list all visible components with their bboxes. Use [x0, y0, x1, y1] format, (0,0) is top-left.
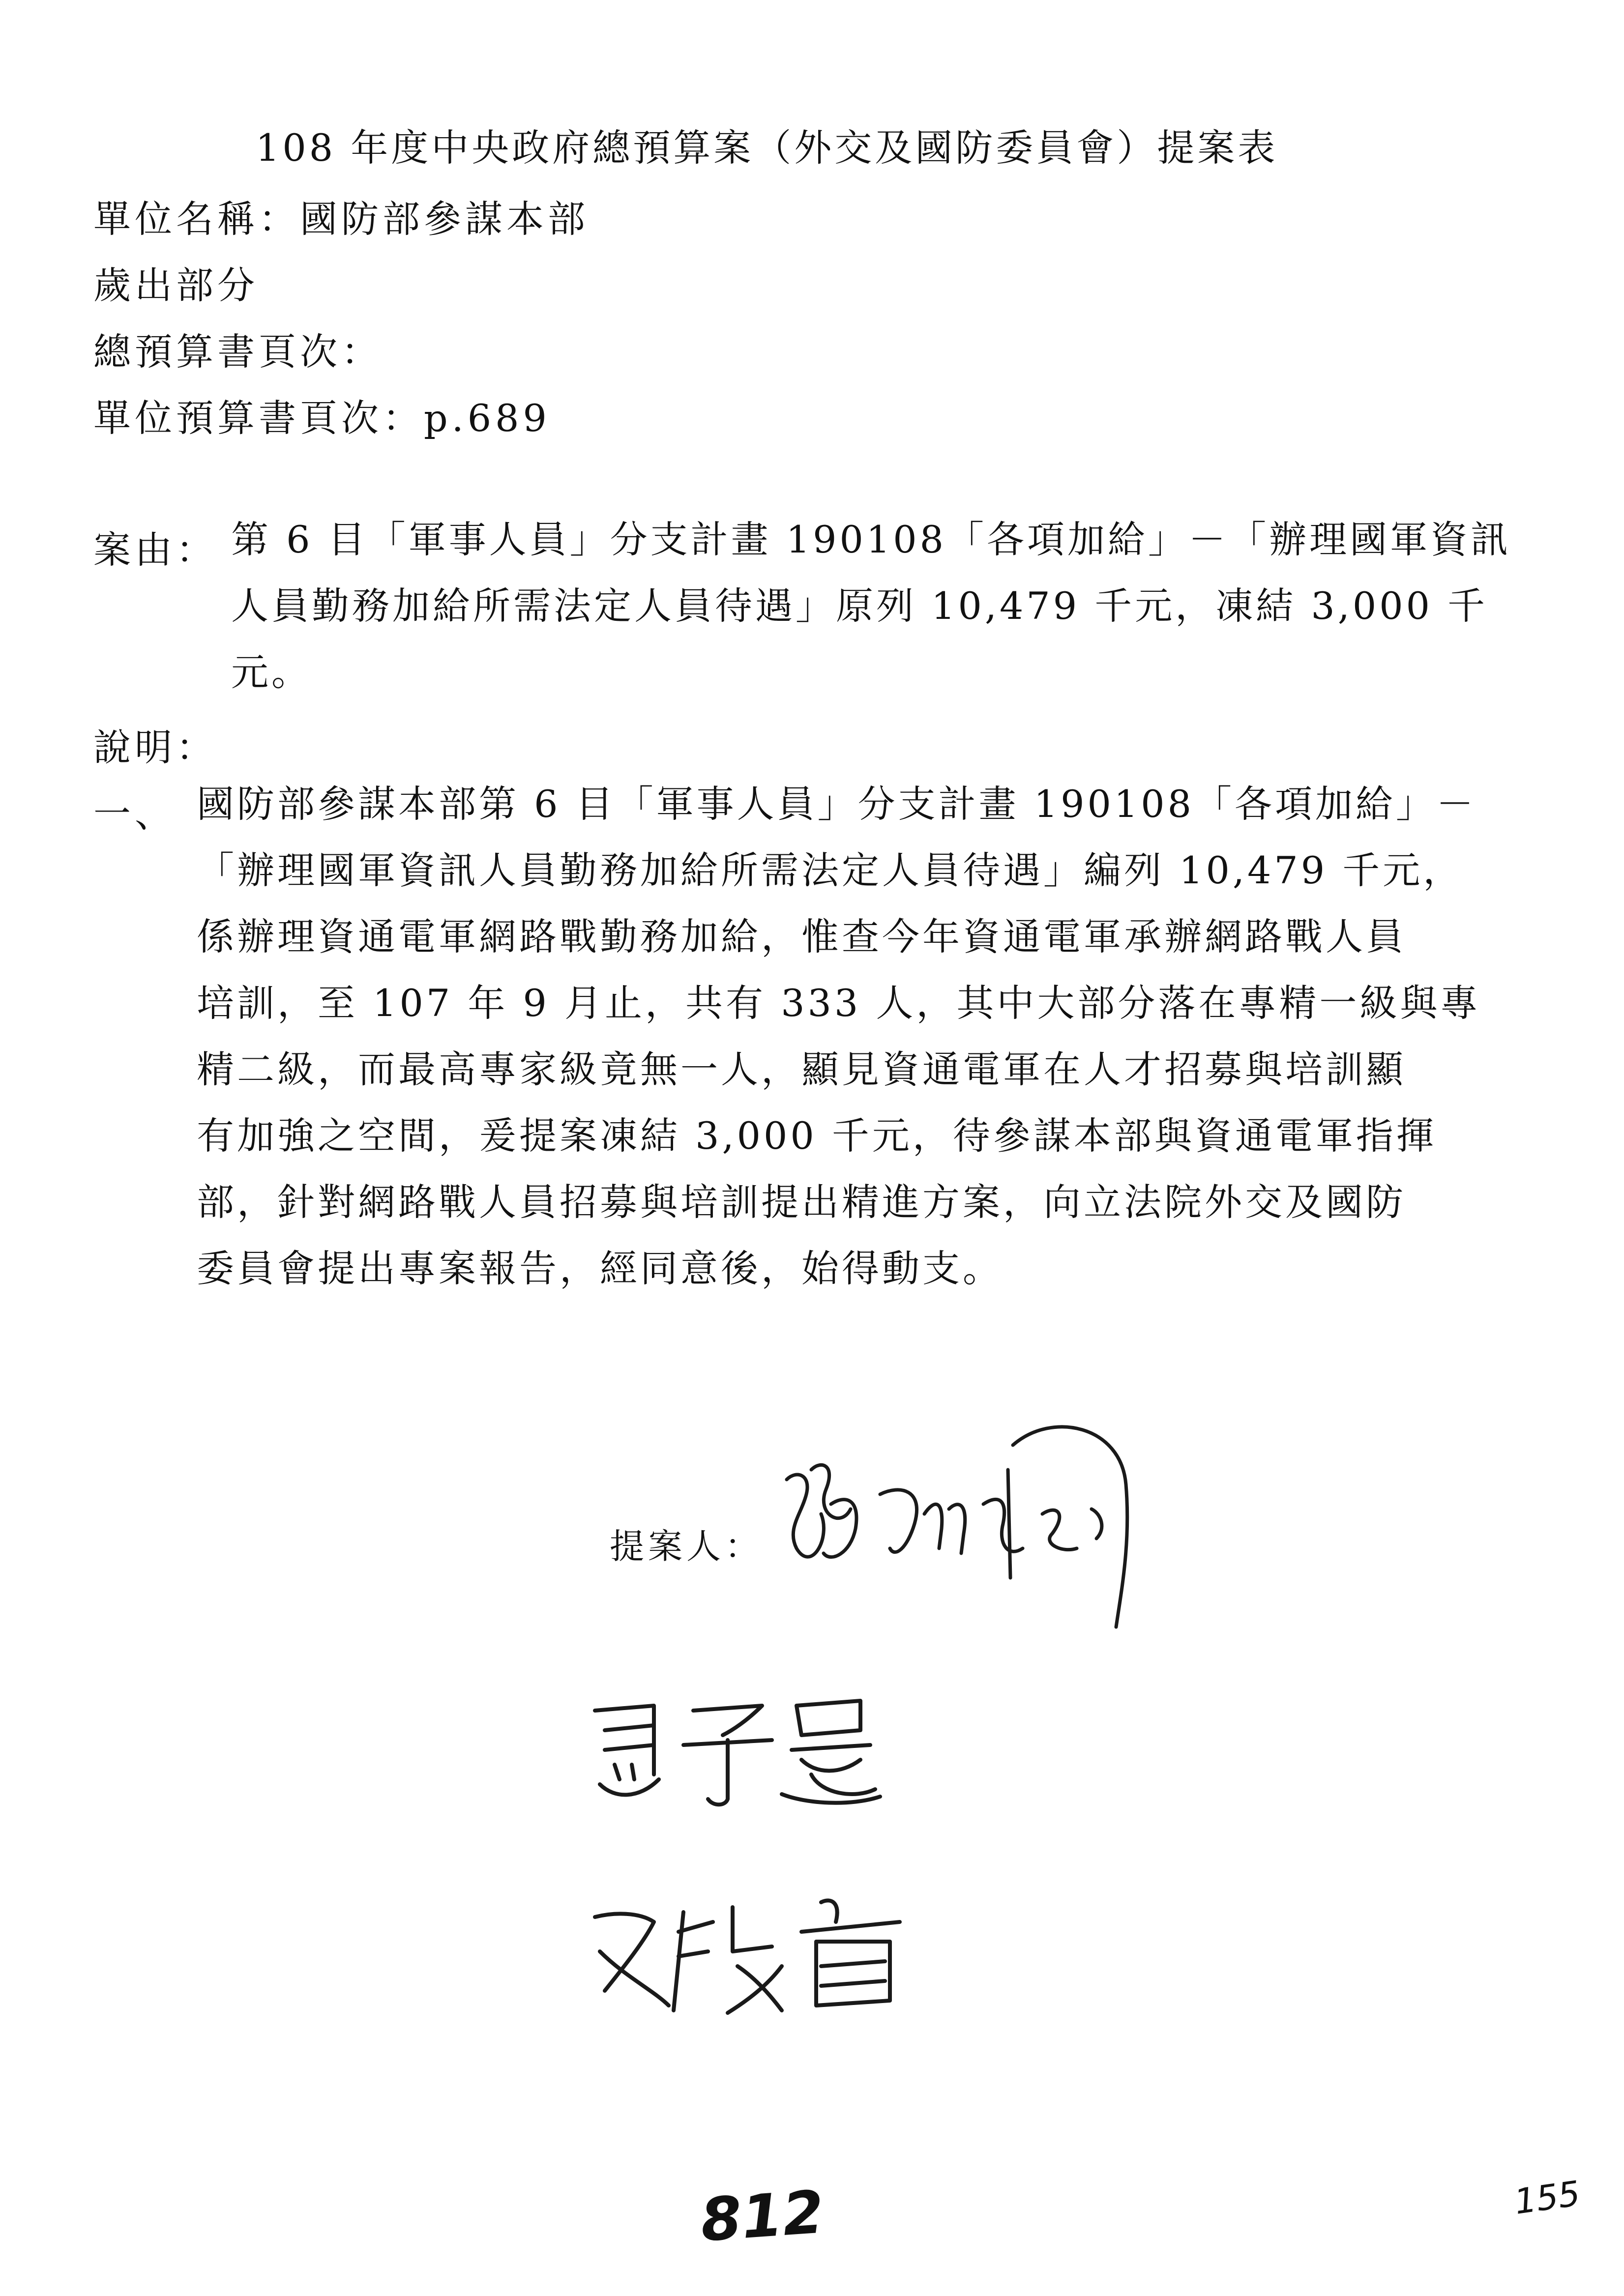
case-line: 人員勤務加給所需法定人員待遇」原列 10,479 千元，凍結 3,000 千 — [231, 584, 1488, 628]
case-text — [231, 506, 1539, 705]
explain-line: 有加強之空間，爰提案凍結 3,000 千元，待參謀本部與資通電軍指揮 — [197, 1114, 1437, 1158]
explain-line: 培訓，至 107 年 9 月止，共有 333 人，其中大部分落在專精一級與專 — [197, 981, 1481, 1025]
proposer-label: 提案人： — [610, 1526, 763, 1567]
signature-1 — [777, 1416, 1160, 1642]
handwritten-page-number: 812 — [698, 2178, 827, 2255]
section-label: 歲出部分 — [93, 263, 259, 307]
explain-line: 委員會提出專案報告，經同意後，始得動支。 — [197, 1247, 1003, 1290]
case-label: 案由： — [93, 528, 217, 572]
explain-label: 說明： — [93, 726, 217, 769]
corner-number: 155 — [1511, 2173, 1583, 2222]
budget-page-label: 總預算書頁次： — [93, 330, 383, 374]
unit-budget-page: 單位預算書頁次：p.689 — [93, 396, 551, 440]
explain-item-text — [197, 771, 1544, 1302]
explain-line: 係辦理資通電軍網路戰勤務加給，惟查今年資通電軍承辦網路戰人員 — [197, 915, 1406, 959]
signature-3 — [585, 1892, 919, 2025]
explain-line: 部，針對網路戰人員招募與培訓提出精進方案，向立法院外交及國防 — [197, 1180, 1406, 1224]
explain-line: 國防部參謀本部第 6 目「軍事人員」分支計畫 190108「各項加給」－ — [197, 782, 1476, 826]
case-line: 元。 — [231, 650, 312, 694]
case-line: 第 6 目「軍事人員」分支計畫 190108「各項加給」－「辦理國軍資訊 — [231, 518, 1511, 561]
signature-2 — [585, 1691, 890, 1814]
document-title: 108 年度中央政府總預算案（外交及國防委員會）提案表 — [256, 126, 1278, 170]
unit-name: 單位名稱：國防部參謀本部 — [93, 197, 589, 241]
explain-line: 「辦理國軍資訊人員勤務加給所需法定人員待遇」編列 10,479 千元， — [197, 848, 1464, 892]
item-marker: 一、 — [93, 792, 176, 836]
explain-line: 精二級，而最高專家級竟無一人，顯見資通電軍在人才招募與培訓顯 — [197, 1047, 1406, 1091]
